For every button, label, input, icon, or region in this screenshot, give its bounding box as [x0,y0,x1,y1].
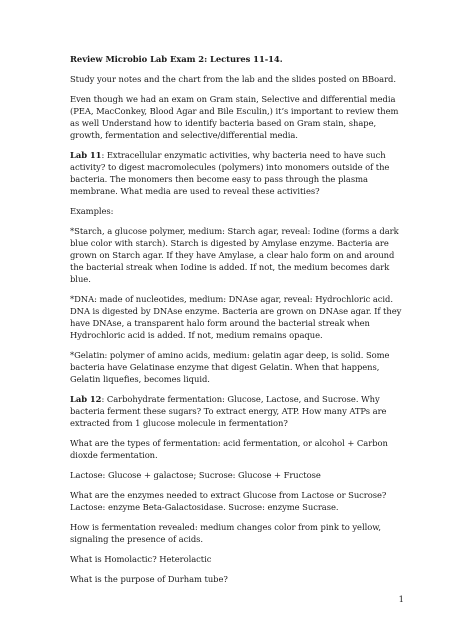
intro-paragraph: Study your notes and the chart from the lab and the slides posted on BBoard. [70,74,396,84]
dna-example: *DNA: made of nucleotides, medium: DNAse agar, reveal: Hydrochloric acid. DNA is digested by DNAse enzyme. Bacteria are grown on DNAse agar. If they have DNAse, a transparent halo form around the bacterial streak when Hydrochloric acid is added. If not, medium remains opaque. [70,294,402,340]
fermentation-types: What are the types of fermentation: acid fermentation, or alcohol + Carbon dioxde fermentation. [70,438,388,460]
lab12-text: : Carbohydrate fermentation: Glucose, Lactose, and Sucrose. Why bacteria ferment these sugars? To extract energy, ATP. How many ATPs are extracted from 1 glucose molecule in fermentation? [70,394,387,428]
document-title: Review Microbio Lab Exam 2: Lectures 11-14. [70,54,283,64]
enzymes-paragraph: What are the enzymes needed to extract Glucose from Lactose or Sucrose? Lactose: enzyme Beta-Galactosidase. Sucrose: enzyme Sucrase. [70,490,387,512]
durham-question: What is the purpose of Durham tube? [70,574,228,584]
lab11-text: : Extracellular enzymatic activities, why bacteria need to have such activity? to digest macromolecules (polymers) into monomers outside of the bacteria. The monomers then become easy to pass through the plasma membrane. What media are used to reveal these activities? [70,150,390,196]
reminder-paragraph: Even though we had an exam on Gram stain, Selective and differential media (PEA, MacConkey, Blood Agar and Bile Esculin,) it’s important to review them as well Understand how to identify bacteria based on Gram stain, shape, growth, fermentation and selective/differential media. [70,94,399,140]
page-number: 1 [398,594,404,604]
starch-example: *Starch, a glucose polymer, medium: Starch agar, reveal: Iodine (forms a dark blue color with starch). Starch is digested by Amylase enzyme. Bacteria are grown on Starch agar. If they have Amylase, a clear halo form on and around the bacterial streak when Iodine is added. If not, the medium becomes dark blue. [70,226,399,284]
page-body [70,53,405,593]
examples-label: Examples: [70,206,114,216]
sugar-composition: Lactose: Glucose + galactose; Sucrose: Glucose + Fructose [70,470,321,480]
lab12-heading: Lab 12 [70,394,102,404]
fermentation-revealed: How is fermentation revealed: medium changes color from pink to yellow, signaling the presence of acids. [70,522,381,544]
lab11-heading: Lab 11 [70,150,102,160]
lab12-paragraph [70,393,405,429]
homolactic-question: What is Homolactic? Heterolactic [70,554,212,564]
lab11-paragraph [70,149,405,197]
gelatin-example: *Gelatin: polymer of amino acids, medium: gelatin agar deep, is solid. Some bacteria have Gelatinase enzyme that digest Gelatin. When that happens, Gelatin liquefies, becomes liquid. [70,350,390,384]
